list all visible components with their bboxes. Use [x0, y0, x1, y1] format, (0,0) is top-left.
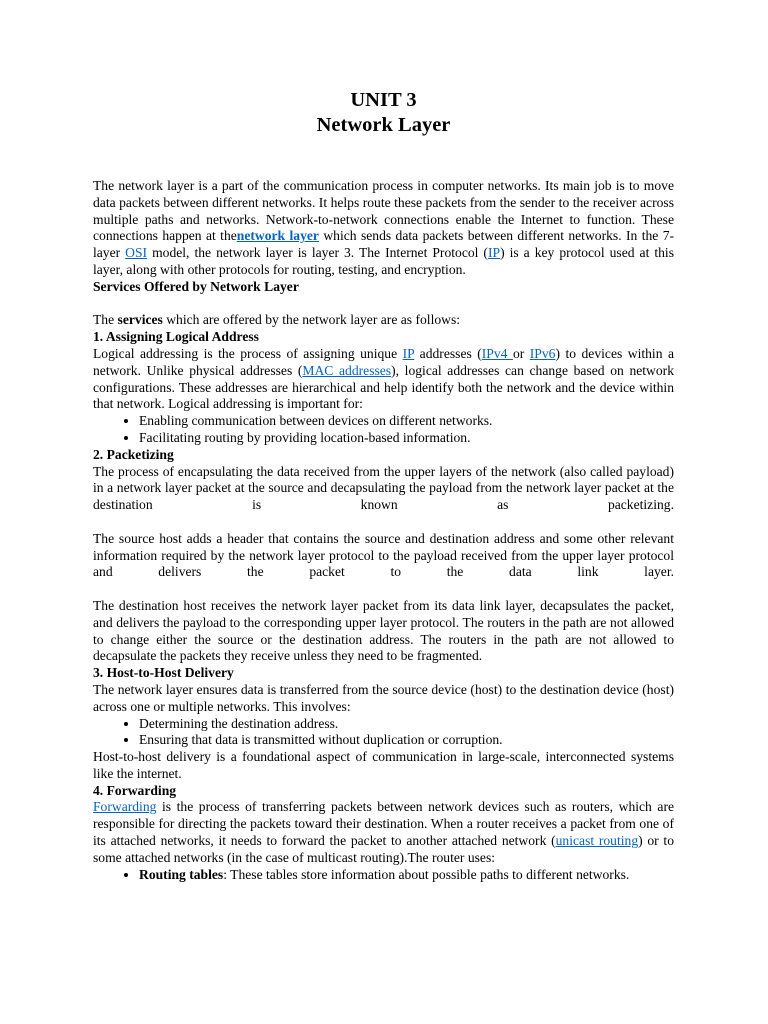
section-2-heading: 2. Packetizing — [93, 446, 174, 462]
routing-tables-desc: : These tables store information about possible paths to different networks. — [223, 866, 630, 882]
intro-text-4: ) is a key protocol used at this layer, along with other protocols for routing, testing, and encryption. — [93, 245, 674, 277]
section-3-heading: 3. Host-to-Host Delivery — [93, 665, 234, 681]
section-2-paragraph-1: The process of encapsulating the data received from the upper layers of the network (also called payload) in a network layer packet at the source and decapsulating the payload from the network layer packet at the destination is known as packetizing. — [93, 463, 674, 513]
osi-link[interactable]: OSI — [125, 245, 148, 261]
intro-text-2: which sends data packets between different networks. In the 7-layer — [93, 228, 675, 261]
section-3-paragraph-1: The network layer ensures data is transferred from the source device (host) to the destination device (host) across one or multiple networks. This involves: — [93, 681, 674, 714]
list-item: • Determining the destination address. — [139, 716, 674, 733]
forwarding-link[interactable]: Forwarding — [93, 799, 157, 815]
s4-text-1: is the process of transferring packets between network devices such as routers, which are responsible for directing the packets toward their destination. When a router receives a packet from one of its attached networks, it needs to forward the packet to another attached network ( — [93, 799, 674, 849]
services-intro-text-1: The — [93, 312, 118, 328]
services-intro — [93, 312, 674, 329]
section-1-heading: 1. Assigning Logical Address — [93, 329, 259, 345]
section-4-paragraph — [93, 799, 674, 866]
ipv6-link[interactable]: IPv6 — [529, 345, 556, 361]
section-4-heading: 4. Forwarding — [93, 782, 177, 798]
s1-text-4: ) to devices within a network. Unlike physical addresses ( — [93, 345, 674, 378]
s1-text-2: addresses ( — [414, 345, 482, 361]
s1-text-3: or — [512, 345, 530, 361]
s1-text-1: Logical addressing is the process of assigning unique — [93, 345, 403, 361]
ip-link[interactable]: IP — [487, 245, 501, 261]
ip-link-2[interactable]: IP — [402, 345, 415, 361]
services-bold: services — [117, 312, 163, 328]
section-2-paragraph-3: The destination host receives the network layer packet from its data link layer, decapsulates the packet, and delivers the payload to the corresponding upper layer protocol. The routers in the path are not allowed to change either the source or the destination address. The routers in the path are not allowed to decapsulate the packets they receive unless they need to be fragmented. — [93, 597, 674, 664]
intro-text-3: model, the network layer is layer 3. The Internet Protocol ( — [147, 245, 488, 261]
section-1-list — [93, 413, 674, 447]
spacer — [93, 581, 674, 598]
s1-text-5: ), logical addresses can change based on network configurations. These addresses are hierarchical and help identify both the network and the device within that network. Logical addressing is important for: — [93, 362, 674, 412]
list-item: • Ensuring that data is transmitted without duplication or corruption. — [139, 732, 674, 749]
list-item — [139, 867, 674, 884]
section-3-paragraph-2: Host-to-host delivery is a foundational aspect of communication in large-scale, interconnected systems like the internet. — [93, 749, 674, 781]
section-1-paragraph — [93, 346, 674, 413]
s4-text-2: ) or to some attached networks (in the case of multicast routing).The router uses: — [93, 833, 674, 865]
ipv4-link[interactable]: IPv4 — [481, 345, 513, 361]
spacer — [93, 514, 674, 531]
spacer — [93, 296, 674, 313]
list-item: • Facilitating routing by providing location-based information. — [139, 430, 674, 447]
intro-paragraph — [93, 178, 674, 279]
network-layer-link[interactable]: network layer — [236, 228, 319, 244]
section-2-paragraph-2: The source host adds a header that contains the source and destination address and some other relevant information required by the network layer protocol to the payload received from the upper layer protocol and delivers the packet to the data link layer. — [93, 530, 674, 580]
intro-text-1: The network layer is a part of the communication process in computer networks. Its main job is to move data packets between different networks. It helps route these packets from the sender to the receiver across multiple paths and networks. Network-to-network connections enable the Internet to function. These connections happen at the — [93, 178, 674, 244]
services-intro-text-2: which are offered by the network layer are as follows: — [162, 312, 461, 328]
page-title — [93, 88, 674, 138]
list-item: • Enabling communication between devices on different networks. — [139, 413, 674, 430]
routing-tables-term: Routing tables — [139, 866, 224, 882]
title-unit: UNIT 3 — [350, 89, 417, 111]
title-topic: Network Layer — [316, 114, 451, 136]
mac-addresses-link[interactable]: MAC addresses — [302, 362, 392, 378]
services-heading: Services Offered by Network Layer — [93, 278, 299, 294]
unicast-routing-link[interactable]: unicast routing — [555, 833, 639, 849]
section-4-list — [93, 867, 674, 884]
section-3-list — [93, 716, 674, 750]
